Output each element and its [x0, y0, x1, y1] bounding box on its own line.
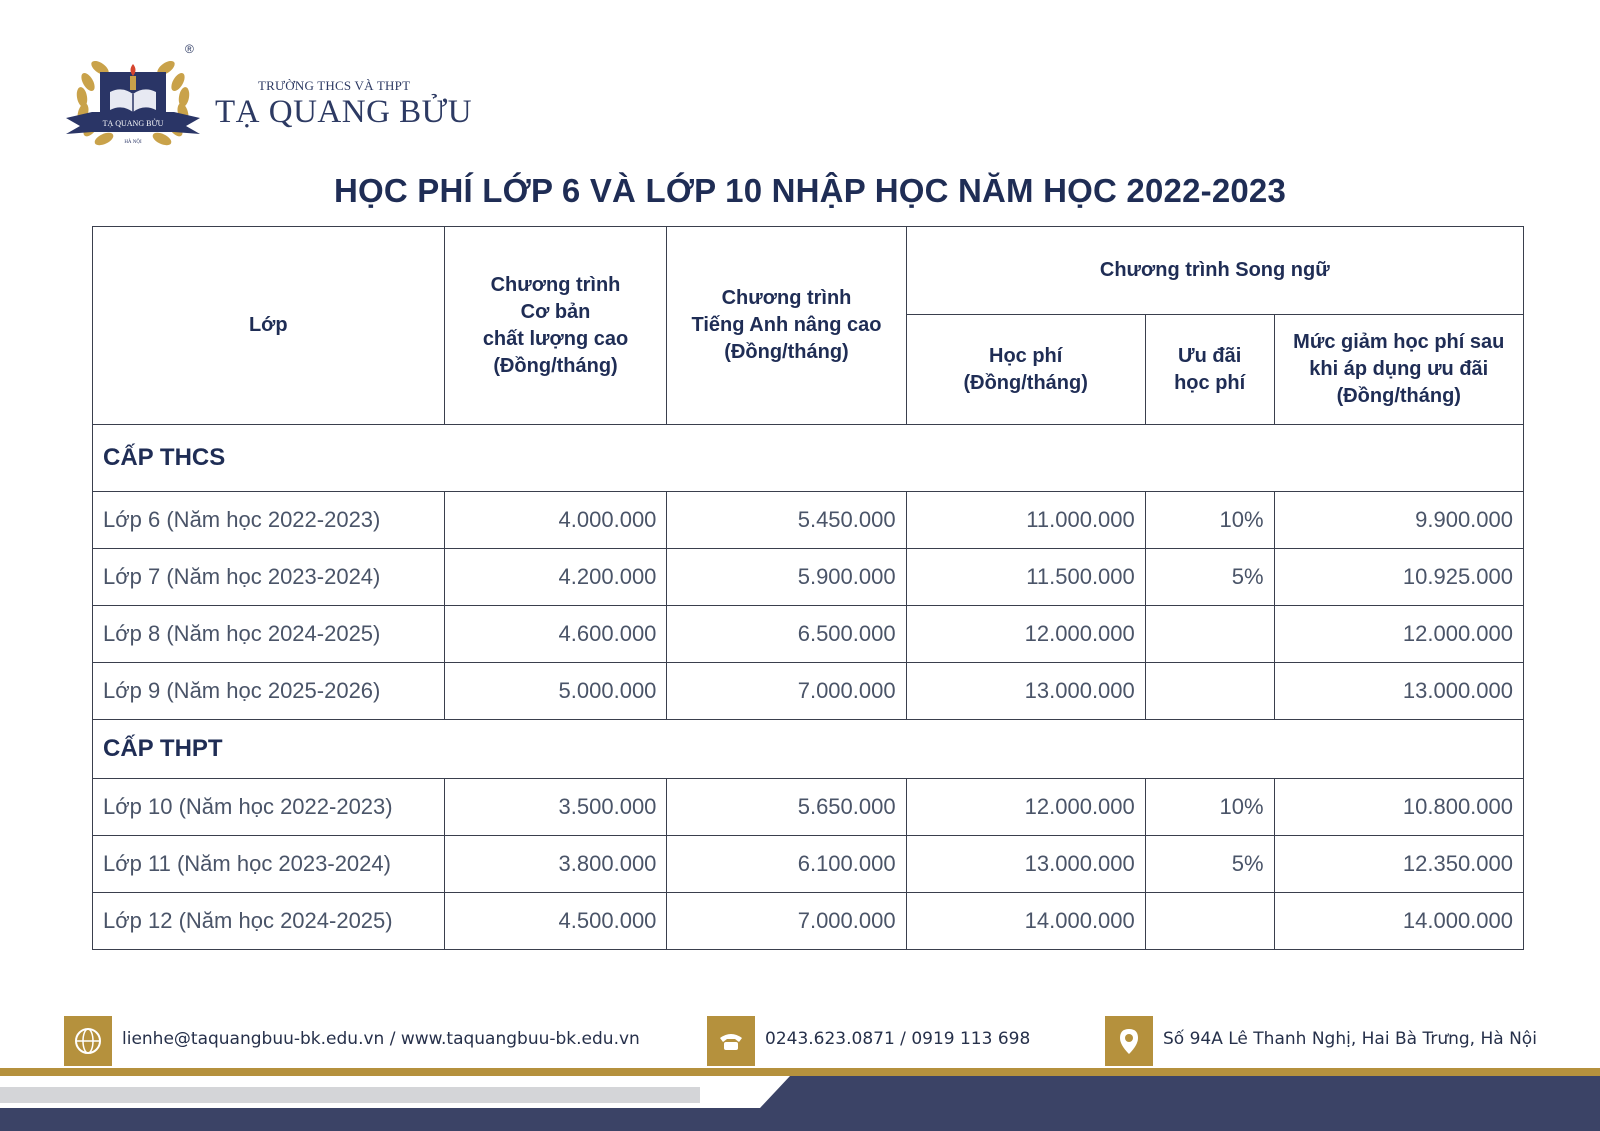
tuition-table	[92, 226, 1524, 950]
school-type-label: TRƯỜNG THCS VÀ THPT	[258, 78, 411, 93]
cell-basic: 3.800.000	[444, 836, 667, 893]
cell-discount	[1145, 606, 1274, 663]
cell-reduced: 10.925.000	[1274, 549, 1523, 606]
table-row	[93, 836, 1524, 893]
cell-reduced: 12.350.000	[1274, 836, 1523, 893]
footer-phone[interactable]: 0243.623.0871 / 0919 113 698	[765, 1029, 1031, 1049]
table-row	[93, 606, 1524, 663]
school-logo	[62, 42, 482, 160]
footer-navy-band-right	[760, 1076, 1600, 1131]
cell-reduced: 12.000.000	[1274, 606, 1523, 663]
header-tuition: Học phí (Đồng/tháng)	[906, 315, 1145, 425]
globe-icon	[64, 1016, 112, 1066]
cell-class: Lớp 7 (Năm học 2023-2024)	[93, 549, 445, 606]
table-row	[93, 893, 1524, 950]
cell-english: 6.500.000	[667, 606, 906, 663]
cell-class: Lớp 8 (Năm học 2024-2025)	[93, 606, 445, 663]
header-basic-program: Chương trình Cơ bản chất lượng cao (Đồng/tháng)	[444, 227, 667, 425]
cell-reduced: 9.900.000	[1274, 492, 1523, 549]
header-row-1	[93, 227, 1524, 315]
cell-tuition: 13.000.000	[906, 663, 1145, 720]
emblem-city-text: HÀ NỘI	[124, 140, 142, 145]
cell-basic: 4.500.000	[444, 893, 667, 950]
cell-class: Lớp 9 (Năm học 2025-2026)	[93, 663, 445, 720]
section-title: CẤP THPT	[93, 720, 1524, 779]
table-row	[93, 549, 1524, 606]
cell-discount: 5%	[1145, 549, 1274, 606]
cell-class: Lớp 10 (Năm học 2022-2023)	[93, 779, 445, 836]
cell-basic: 4.200.000	[444, 549, 667, 606]
cell-reduced: 10.800.000	[1274, 779, 1523, 836]
footer-email-website[interactable]: lienhe@taquangbuu-bk.edu.vn / www.taquangbuu-bk.edu.vn	[122, 1029, 640, 1049]
cell-discount: 10%	[1145, 492, 1274, 549]
header-discount: Ưu đãi học phí	[1145, 315, 1274, 425]
header-bilingual-program: Chương trình Song ngữ	[906, 227, 1523, 315]
emblem-ribbon-text: TẠ QUANG BỬU	[102, 119, 164, 128]
cell-discount: 10%	[1145, 779, 1274, 836]
section-title: CẤP THCS	[93, 425, 1524, 492]
cell-basic: 3.500.000	[444, 779, 667, 836]
cell-tuition: 12.000.000	[906, 606, 1145, 663]
footer-navy-band-left	[0, 1108, 760, 1131]
registered-mark: ®	[185, 42, 194, 56]
cell-reduced: 13.000.000	[1274, 663, 1523, 720]
table-row	[93, 492, 1524, 549]
cell-english: 6.100.000	[667, 836, 906, 893]
cell-tuition: 11.000.000	[906, 492, 1145, 549]
cell-tuition: 11.500.000	[906, 549, 1145, 606]
school-name: TẠ QUANG BỬU	[215, 94, 473, 130]
cell-english: 5.650.000	[667, 779, 906, 836]
cell-english: 7.000.000	[667, 663, 906, 720]
footer-address: Số 94A Lê Thanh Nghị, Hai Bà Trưng, Hà Nội	[1163, 1029, 1537, 1049]
header-class: Lớp	[93, 227, 445, 425]
cell-class: Lớp 12 (Năm học 2024-2025)	[93, 893, 445, 950]
cell-class: Lớp 11 (Năm học 2023-2024)	[93, 836, 445, 893]
cell-discount	[1145, 663, 1274, 720]
school-emblem-icon	[62, 42, 204, 160]
cell-english: 5.450.000	[667, 492, 906, 549]
cell-tuition: 14.000.000	[906, 893, 1145, 950]
cell-discount: 5%	[1145, 836, 1274, 893]
footer-gray-band	[0, 1087, 700, 1103]
cell-basic: 5.000.000	[444, 663, 667, 720]
cell-english: 5.900.000	[667, 549, 906, 606]
page-title: HỌC PHÍ LỚP 6 VÀ LỚP 10 NHẬP HỌC NĂM HỌC 2022-2023	[333, 172, 1287, 209]
table-row	[93, 779, 1524, 836]
header-reduced-tuition: Mức giảm học phí sau khi áp dụng ưu đãi (Đồng/tháng)	[1274, 315, 1523, 425]
section-row-thcs	[93, 425, 1524, 492]
cell-english: 7.000.000	[667, 893, 906, 950]
cell-class: Lớp 6 (Năm học 2022-2023)	[93, 492, 445, 549]
table-row	[93, 663, 1524, 720]
cell-reduced: 14.000.000	[1274, 893, 1523, 950]
phone-icon	[707, 1016, 755, 1066]
section-row-thpt	[93, 720, 1524, 779]
header-english-program: Chương trình Tiếng Anh nâng cao (Đồng/tháng)	[667, 227, 906, 425]
cell-discount	[1145, 893, 1274, 950]
footer-contact-bar	[0, 1016, 1600, 1072]
footer-gold-band	[0, 1068, 1600, 1076]
cell-basic: 4.000.000	[444, 492, 667, 549]
location-pin-icon	[1105, 1016, 1153, 1066]
cell-tuition: 13.000.000	[906, 836, 1145, 893]
cell-tuition: 12.000.000	[906, 779, 1145, 836]
cell-basic: 4.600.000	[444, 606, 667, 663]
